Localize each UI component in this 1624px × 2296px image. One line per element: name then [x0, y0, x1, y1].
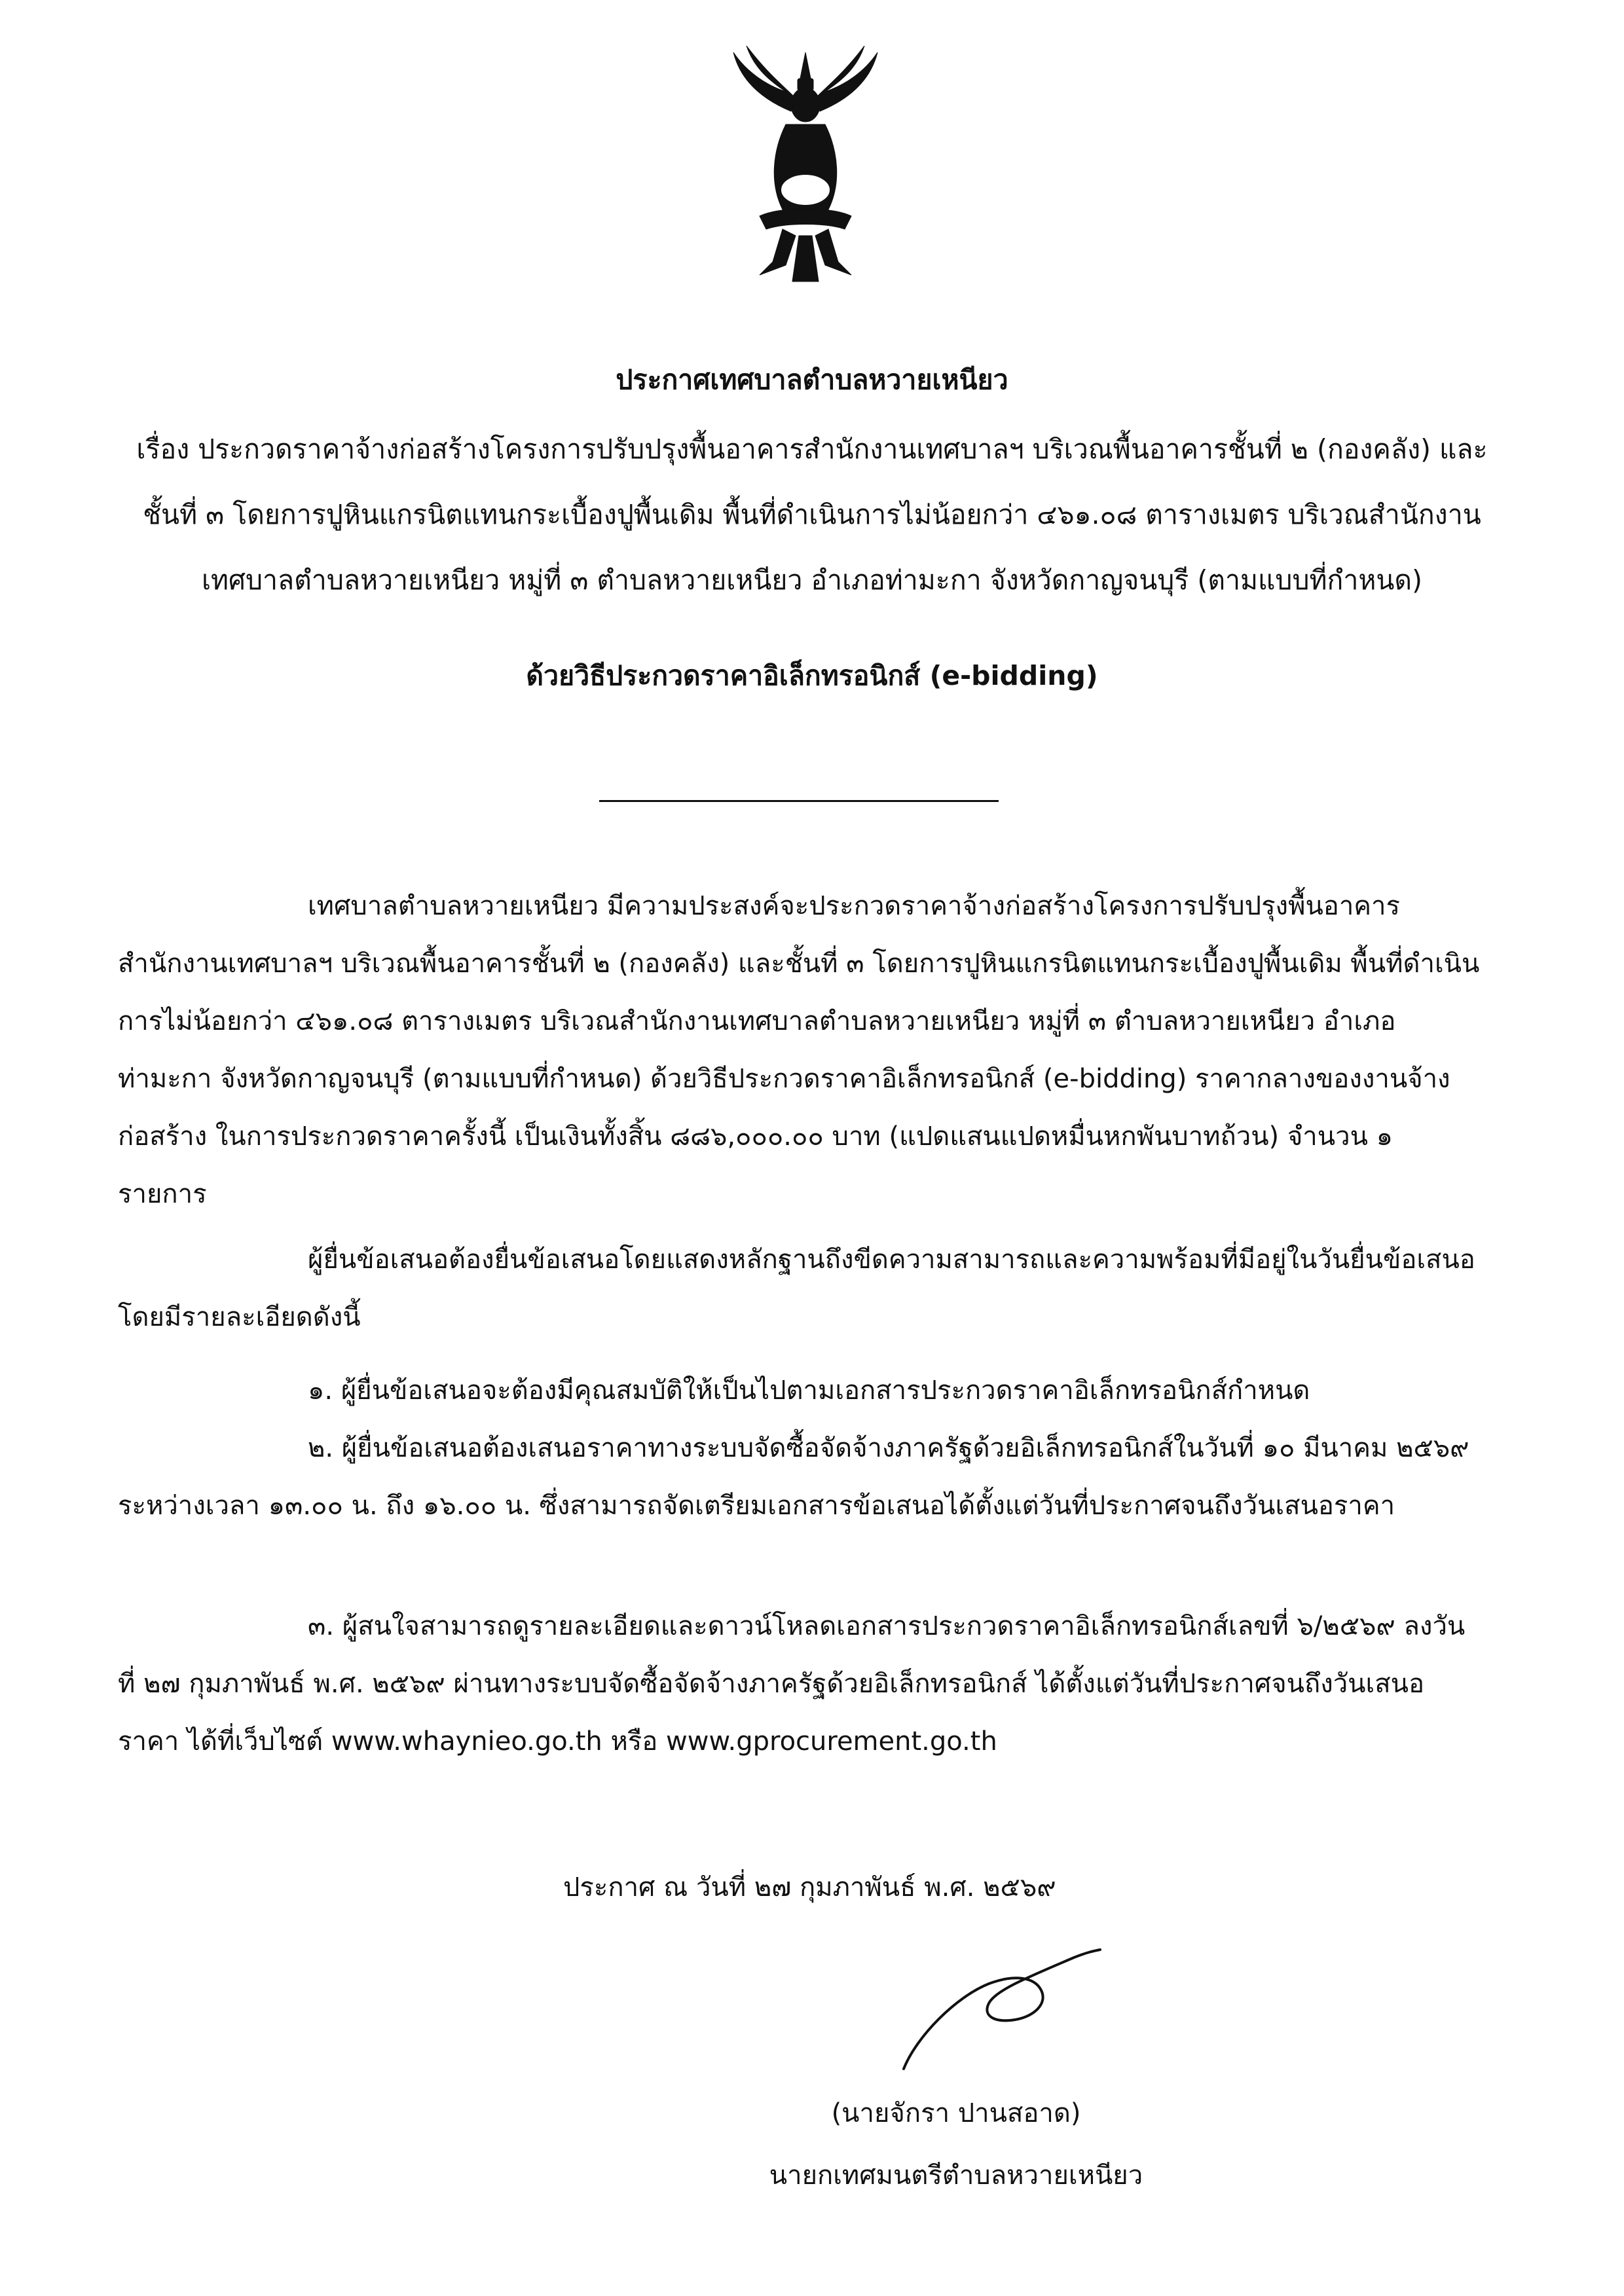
list-item-1: ๑. ผู้ยื่นข้อเสนอจะต้องมีคุณสมบัติให้เป็นไปตามเอกสารประกวดราคาอิเล็กทรอนิกส์กำหนด	[308, 1376, 1310, 1406]
handwritten-signature	[877, 1938, 1113, 2082]
signer-title: นายกเทศมนตรีตำบลหวายเหนียว	[769, 2160, 1143, 2191]
document-subject: เรื่อง ประกวดราคาจ้างก่อสร้างโครงการปรับปรุงพื้นอาคารสำนักงานเทศบาลฯ บริเวณพื้นอาคารชั้นที่ ๒ (กองคลัง) และชั้นที่ ๓ โดยการปูหินแกรนิตแทนกระเบื้องปูพื้นเดิม พื้นที่ดำเนินการไม่น้อยกว่า ๔๖๑.๐๘ ตารางเมตร บริเวณสำนักงานเทศบาลตำบลหวายเหนียว หมู่ที่ ๓ ตำบลหวายเหนียว อำเภอท่ามะกา จังหวัดกาญจนบุรี (ตามแบบที่กำหนด)	[136, 433, 1488, 596]
procurement-method: ด้วยวิธีประกวดราคาอิเล็กทรอนิกส์ (e-bidding)	[526, 660, 1098, 691]
announcement-date: ประกาศ ณ วันที่ ๒๗ กุมภาพันธ์ พ.ศ. ๒๕๖๙	[563, 1872, 1056, 1903]
requirements-paragraph: ผู้ยื่นข้อเสนอต้องยื่นข้อเสนอโดยแสดงหลักฐานถึงขีดความสามารถและความพร้อมที่มีอยู่ในวันยื่นข้อเสนอ โดยมีรายละเอียดดังนี้	[118, 1245, 1475, 1332]
intro-paragraph: เทศบาลตำบลหวายเหนียว มีความประสงค์จะประกวดราคาจ้างก่อสร้างโครงการปรับปรุงพื้นอาคารสำนักงานเทศบาลฯ บริเวณพื้นอาคารชั้นที่ ๒ (กองคลัง) และชั้นที่ ๓ โดยการปูหินแกรนิตแทนกระเบื้องปูพื้นเดิม พื้นที่ดำเนินการไม่น้อยกว่า ๔๖๑.๐๘ ตารางเมตร บริเวณสำนักงานเทศบาลตำบลหวายเหนียว หมู่ที่ ๓ ตำบลหวายเหนียว อำเภอท่ามะกา จังหวัดกาญจนบุรี (ตามแบบที่กำหนด) ด้วยวิธีประกวดราคาอิเล็กทรอนิกส์ (e-bidding) ราคากลางของงานจ้างก่อสร้าง ในการประกวดราคาครั้งนี้ เป็นเงินทั้งสิ้น ๘๘๖,๐๐๐.๐๐ บาท (แปดแสนแปดหมื่นหกพันบาทถ้วน) จำนวน ๑ รายการ	[118, 891, 1480, 1209]
list-item-2: ๒. ผู้ยื่นข้อเสนอต้องเสนอราคาทางระบบจัดซื้อจัดจ้างภาครัฐด้วยอิเล็กทรอนิกส์ในวันที่ ๑๐ มีนาคม ๒๕๖๙ ระหว่างเวลา ๑๓.๐๐ น. ถึง ๑๖.๐๐ น. ซึ่งสามารถจัดเตรียมเอกสารข้อเสนอได้ตั้งแต่วันที่ประกาศจนถึงวันเสนอราคา	[118, 1433, 1469, 1521]
document-title: ประกาศเทศบาลตำบลหวายเหนียว	[616, 364, 1008, 395]
divider	[599, 800, 999, 802]
signer-name: (นายจักรา ปานสอาด)	[831, 2098, 1081, 2128]
list-item-3: ๓. ผู้สนใจสามารถดูรายละเอียดและดาวน์โหลดเอกสารประกวดราคาอิเล็กทรอนิกส์เลขที่ ๖/๒๕๖๙ ลงวันที่ ๒๗ กุมภาพันธ์ พ.ศ. ๒๕๖๙ ผ่านทางระบบจัดซื้อจัดจ้างภาครัฐด้วยอิเล็กทรอนิกส์ ได้ตั้งแต่วันที่ประกาศจนถึงวันเสนอราคา ได้ที่เว็บไซต์ www.whaynieo.go.th หรือ www.gprocurement.go.th	[118, 1611, 1466, 1757]
garuda-emblem-icon	[720, 39, 891, 288]
